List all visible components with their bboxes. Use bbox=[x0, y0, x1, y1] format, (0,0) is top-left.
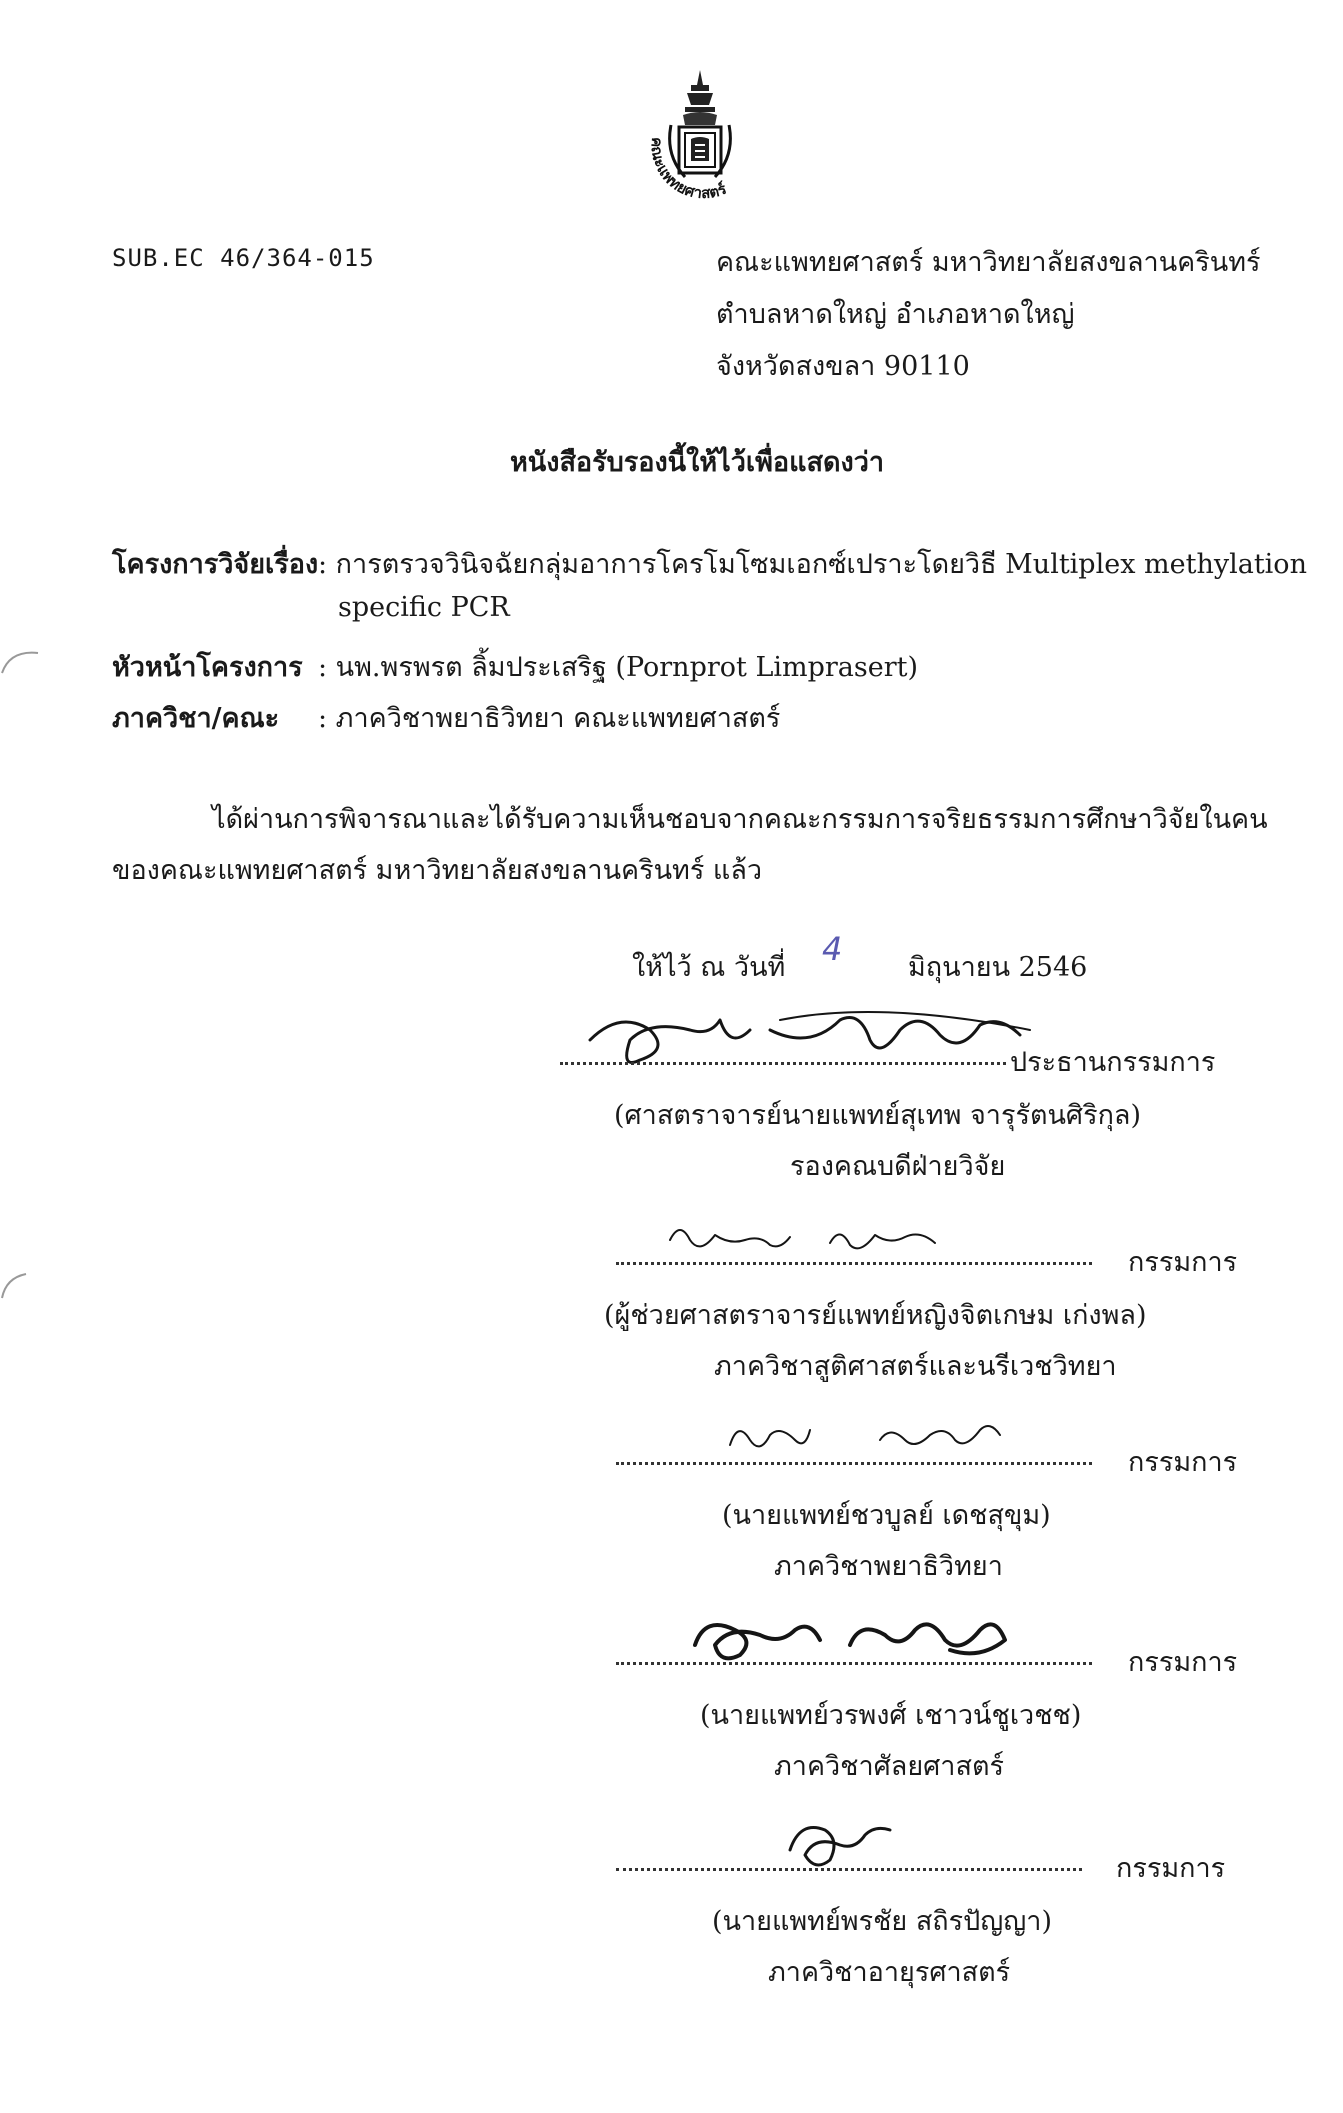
committee-member-3-position: ภาควิชาศัลยศาสตร์ bbox=[774, 1751, 1004, 1782]
committee-member-2-name: (นายแพทย์ชวบูลย์ เดชสุขุม) bbox=[722, 1500, 1051, 1531]
committee-member-4-signature-line bbox=[616, 1868, 1082, 1871]
committee-member-3-role: กรรมการ bbox=[1128, 1647, 1238, 1678]
faculty-address-line-2: ตำบลหาดใหญ่ อำเภอหาดใหญ่ bbox=[716, 299, 1075, 330]
committee-member-2-role: กรรมการ bbox=[1128, 1447, 1238, 1478]
project-lead-value: : นพ.พรพรต ลิ้มประเสริฐ (Pornprot Limprasert) bbox=[318, 652, 919, 683]
department-label: ภาควิชา/คณะ bbox=[112, 703, 280, 734]
approval-statement-line-2: ของคณะแพทยศาสตร์ มหาวิทยาลัยสงขลานครินทร์ แล้ว bbox=[112, 855, 763, 886]
document-title: หนังสือรับรองนี้ให้ไว้เพื่อแสดงว่า bbox=[510, 447, 885, 478]
committee-member-3-name: (นายแพทย์วรพงศ์ เชาวน์ชูเวชช) bbox=[700, 1700, 1082, 1731]
committee-member-1-role: กรรมการ bbox=[1128, 1247, 1238, 1278]
faculty-seal-logo bbox=[625, 65, 775, 225]
project-title-value: : การตรวจวินิจฉัยกลุ่มอาการโครโมโซมเอกซ์เปราะโดยวิธี Multiplex methylation bbox=[318, 549, 1307, 580]
committee-member-1-name: (ผู้ช่วยศาสตราจารย์แพทย์หญิงจิตเกษม เก่งพล) bbox=[604, 1300, 1147, 1331]
project-title-value-continued: specific PCR bbox=[338, 592, 510, 623]
project-title-label: โครงการวิจัยเรื่อง bbox=[112, 549, 319, 580]
seal-text: คณะแพทยศาสตร์ bbox=[647, 136, 730, 203]
chair-name: (ศาสตราจารย์นายแพทย์สุเทพ จารุรัตนศิริกุล) bbox=[614, 1100, 1142, 1131]
chair-signature-line bbox=[560, 1062, 1006, 1065]
faculty-address-line-1: คณะแพทยศาสตร์ มหาวิทยาลัยสงขลานครินทร์ bbox=[716, 247, 1261, 278]
committee-member-1-signature-line bbox=[616, 1262, 1092, 1265]
department-value: : ภาควิชาพยาธิวิทยา คณะแพทยศาสตร์ bbox=[318, 703, 781, 734]
chair-role: ประธานกรรมการ bbox=[1010, 1047, 1216, 1078]
project-lead-label: หัวหน้าโครงการ bbox=[112, 652, 303, 683]
committee-member-1-position: ภาควิชาสูติศาสตร์และนรีเวชวิทยา bbox=[714, 1351, 1117, 1382]
scan-edge-mark-1 bbox=[0, 645, 40, 675]
committee-member-4-position: ภาควิชาอายุรศาสตร์ bbox=[768, 1957, 1011, 1988]
issue-date-day-handwritten: 4 bbox=[822, 930, 843, 968]
chair-signature bbox=[580, 1000, 1050, 1080]
committee-member-2-position: ภาควิชาพยาธิวิทยา bbox=[774, 1551, 1003, 1582]
committee-member-4-name: (นายแพทย์พรชัย สถิรปัญญา) bbox=[712, 1906, 1052, 1937]
faculty-address-line-3: จังหวัดสงขลา 90110 bbox=[716, 351, 970, 382]
scan-edge-mark-2 bbox=[0, 1270, 30, 1300]
committee-member-3-signature-line bbox=[616, 1662, 1092, 1665]
issue-date-month-year: มิถุนายน 2546 bbox=[908, 952, 1088, 983]
committee-member-2-signature-line bbox=[616, 1462, 1092, 1465]
issue-date-prefix: ให้ไว้ ณ วันที่ bbox=[632, 952, 786, 983]
committee-member-2-signature bbox=[720, 1410, 1020, 1465]
chair-position: รองคณบดีฝ่ายวิจัย bbox=[790, 1151, 1006, 1182]
committee-member-4-role: กรรมการ bbox=[1116, 1853, 1226, 1884]
reference-number: SUB.EC 46/364-015 bbox=[112, 244, 375, 272]
approval-statement-line-1: ได้ผ่านการพิจารณาและได้รับความเห็นชอบจากคณะกรรมการจริยธรรมการศึกษาวิจัยในคน bbox=[212, 804, 1268, 835]
committee-member-1-signature bbox=[660, 1215, 960, 1265]
